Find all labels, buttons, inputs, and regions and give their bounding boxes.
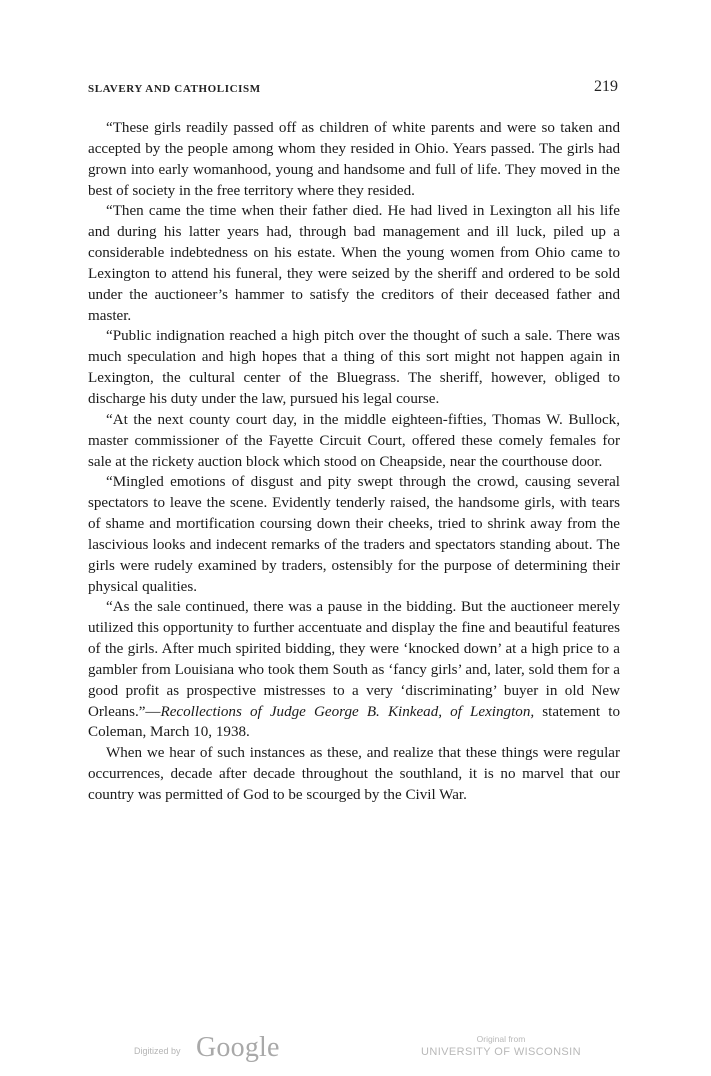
body-text (88, 118, 620, 806)
page-footer (0, 1030, 711, 1070)
page-number: 219 (594, 78, 618, 95)
paragraph-6 (88, 597, 620, 743)
citation-tail: statement to Coleman, March 10, 1938. (88, 703, 620, 741)
citation-title: Recollections of Judge George B. Kinkead, of Lexington, (160, 703, 535, 720)
original-from-label: Original from (476, 1034, 526, 1044)
paragraph-7: When we hear of such instances as these, and realize that these things were regular occurrences, decade after decade throughout the southland, it is no marvel that our country was permitted of God to be scourged by the Civil War. (88, 745, 620, 803)
institution-name: UNIVERSITY OF WISCONSIN (421, 1046, 581, 1058)
digitized-by-label: Digitized by (134, 1046, 181, 1056)
paragraph-2: “Then came the time when their father died. He had lived in Lexington all his life and during his latter years had, through bad management and ill luck, piled up a considerable indebtedness on his estate. When the young women from Ohio came to Lexington to attend his funeral, they were seized by the sheriff and ordered to be sold under the auctioneer’s hammer to satisfy the creditors of their deceased father and master. (88, 203, 620, 324)
paragraph-5: “Mingled emotions of disgust and pity swept through the crowd, causing several spectators to leave the scene. Evidently tenderly raised, the handsome girls, with tears of shame and mortification coursing down their cheeks, tried to shrink away from the lascivious looks and indecent remarks of the traders and spectators standing about. The girls were rudely examined by traders, ostensibly for the purpose of determining their physical qualities. (88, 474, 620, 595)
paragraph-6-text: “As the sale continued, there was a pause in the bidding. But the auctioneer merely utilized this opportunity to further accentuate and display the fine and beautiful features of the girls. After much spirited bidding, they were ‘knocked down’ at a high price to a gambler from Louisiana who took them South as ‘fancy girls’ and, later, sold them for a good profit as prospective mistresses to a very ‘discriminating’ buyer in old New Orleans.”— (88, 599, 620, 720)
paragraph-3: “Public indignation reached a high pitch over the thought of such a sale. There was much speculation and high hopes that a thing of this sort might not happen again in Lexington, the cultural center of the Bluegrass. The sheriff, however, obliged to discharge his duty under the law, pursued his legal course. (88, 328, 620, 407)
original-source (418, 1034, 584, 1058)
running-head: SLAVERY AND CATHOLICISM (88, 83, 261, 95)
google-logo: Google (196, 1032, 280, 1063)
page-header (88, 78, 620, 100)
paragraph-4: “At the next county court day, in the middle eighteen-fifties, Thomas W. Bullock, master commissioner of the Fayette Circuit Court, offered these comely females for sale at the rickety auction block which stood on Cheapside, near the courthouse door. (88, 411, 620, 470)
paragraph-1: “These girls readily passed off as children of white parents and were so taken and accepted by the people among whom they resided in Ohio. Years passed. The girls had grown into early womanhood, young and handsome and full of life. They moved in the best of society in the free territory where they resided. (88, 120, 620, 199)
